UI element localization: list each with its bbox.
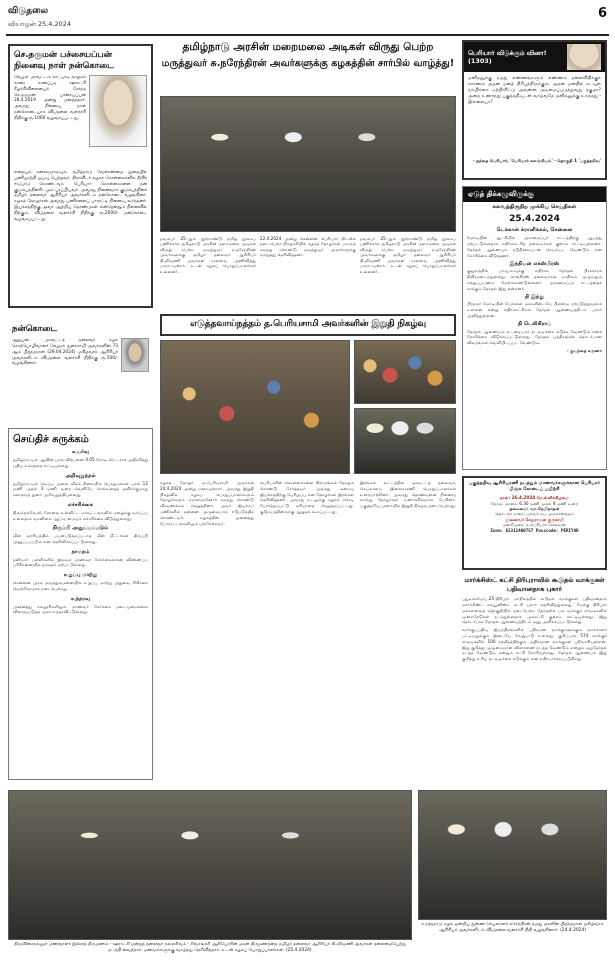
quiz-source: - தந்தை பெரியார், 'பெரியார் களஞ்சியம்' - தொகுதி 1 'பகுத்தறிவு' — [473, 158, 601, 163]
daily-text-2: குஜராத்தில் பா.ஜ.க.வுக்கு எதிராக தேர்தல் பிரச்சாரம் தீவிரமடைந்துள்ளது. காங்கிரஸ் தலைவர்கள் மாநிலம் முழுவதும் சுற்றுப்பயணம் மேற்கொண்டுள்ளனர். அரசமைப்புச் சட்டத்தைக் காக்கும் தேர்தல் இது என்றனர். — [467, 268, 602, 291]
award-caption-2: 22.4.2024 அன்று சென்னை பெரியார் திடலில் நடைபெற்ற நிகழ்ச்சியில் கழகத் தோழர்கள் பலரும் கலந்து கொண்டு மருத்துவர் அவர்களுக்கு வாழ்த்து தெரிவித்தனர். — [260, 236, 356, 258]
page-number: 6 — [597, 6, 607, 21]
news-summary-box — [8, 428, 153, 780]
daily-section-1: டெக்கான் க்ரானிக்கல், சென்னை — [496, 227, 573, 234]
daily-signoff: - குடந்தை கருணா — [566, 348, 602, 354]
event-topic: தொடக்க உரை: புலவர் சுப.முருகானந்தம் — [495, 511, 574, 517]
memorial-intro: வேலூர் மாவட்டம் காட்பாடி தாலுகா காரை கானப்படி ஊராட்சி கீழச்சிவிளையைச் சேர்ந்த செ.தருமன் பச்சையப்பன் 28.4.2019 அன்று மறைந்தார். அவரது நினைவு நாள் நன்கொடையாக விடுதலை வளர்ச்சி நிதிக்கு ரூ.1000 வழங்கப்பட்டது. — [14, 75, 86, 121]
daily-text-1: மோடியின் ஆட்சியில் அரசமைப்புச் சட்டத்திற்கு ஆபத்து ஏற்பட்டுள்ளதாக எதிர்க்கட்சித் தலைவர்கள் குற்றம் சாட்டியுள்ளனர். தேர்தல் ஆணையம் நடுநிலையுடன் செயல்பட வேண்டும் என கோரிக்கை விடுத்தனர். — [467, 235, 602, 258]
news-item-text: தமிழ்நாட்டில் ஆவின் பால் விற்பனை 4.05 கோடி லிட்டராக அதிகரித்து புதிய உச்சத்தை எட்டியுள்ளது. — [13, 457, 148, 468]
quiz-box — [462, 40, 607, 180]
protest-body-2: வாக்குப்பதிவு இயந்திரங்களில் பதிவான வாக்குகளுக்கும் வாக்காளர் பட்டியலுக்கும் இடையே வேறுபாடு உள்ளது. குறிப்பாக 574 வாக்குச் சாவடிகளில் 100 சதவீதத்திற்கும் அதிகமான வாக்குகள் பதிவாகியுள்ளன. இது குறித்து முழுமையான விசாரணை நடத்த வேண்டும் என்றும் மறுதேர்தல் நடத்த வேண்டும் என்றும் கட்சி கோரியுள்ளது. தேர்தல் ஆணையம் இது குறித்து உரிய நடவடிக்கை எடுக்கும் என எதிர்பார்க்கப்படுகிறது. — [462, 627, 607, 662]
memorial-title-line2: நினைவு நாள் நன்கொடை — [14, 60, 114, 71]
tribute-body-col3: இரங்கல் கூட்டத்தில் மாவட்டத் தலைவர், செயலாளர், இளைஞரணி பொறுப்பாளர்கள் உரையாற்றினர். அவரது தொண்டினை நினைவு கூர்ந்து தோழர்கள் உணர்ச்சிகரமாக பேசினர். பகுத்தறிவு முறையில் இறுதி நிகழ்வு நடைபெற்றது. — [360, 480, 456, 509]
event-date: நாள்: 26.4.2024 வெள்ளிக்கிழமை — [499, 495, 570, 501]
wedding-caption: திருவிசைநல்லூர் மணவாளர் இல்லத் திருமணம் - ஊராட்சி மன்றத் தலைவர் நல்லசிவம் - சிவசங்கரி ஆகியோரின் மகன் திருமணத்தை தமிழர் தலைவர் ஆசிரியர் கி.வீரமணி அவர்கள் தலைமையேற்று நடத்தி வைத்தார். மணமக்களுக்கு வாழ்த்து தெரிவித்தார். உடன் கழகப் பொறுப்பாளர்கள். (25.4.2024) — [14, 942, 406, 953]
award-caption: நவம்பர் 25-ஆம் நூற்றாண்டு தமிழ் நூலகப் பணிக்காக தமிழ்நாடு அரசின் மறைமலை அடிகள் விருது பெற்ற மருத்துவர் சு.நரேந்திரன் அவர்களுக்கு தமிழர் தலைவர் ஆசிரியர் கி.வீரமணி அவர்கள் சால்வை அணிவித்து பாராட்டினார். உடன் கழகப் பொறுப்பாளர்கள் உள்ளனர். — [160, 236, 256, 274]
award-caption-3: நவம்பர் 25-ஆம் நூற்றாண்டு தமிழ் நூலகப் பணிக்காக தமிழ்நாடு அரசின் மறைமலை அடிகள் விருது பெற்ற மருத்துவர் சு.நரேந்திரன் அவர்களுக்கு தமிழர் தலைவர் ஆசிரியர் கி.வீரமணி அவர்கள் சால்வை அணிவித்து பாராட்டினார். உடன் கழகப் பொறுப்பாளர்கள் உள்ளனர். — [360, 236, 456, 274]
event-title: பகுத்தறிவு ஆசிரியரணி நடத்தும் மாணவர்களுக்கான பெரியார் பிஞ்சு கோடைப் பயிற்சி — [469, 481, 600, 493]
news-item — [13, 473, 148, 498]
news-item-head: தாமதம் — [71, 548, 90, 555]
news-item-head: அறிவுறுத்தல் — [65, 472, 96, 479]
news-item-text: அனைத்து கல்லூரிகளிலும் மாணவர் சேர்க்கை நடைமுறைகளை விரைவுபடுத்த அரசு உத்தரவிட்டுள்ளது. — [13, 603, 148, 615]
daily-section-2: இந்தியன் எக்ஸ்பிரஸ் — [509, 260, 560, 267]
news-item — [13, 502, 148, 521]
award-photo — [160, 96, 456, 232]
donation-photo-caption: உரத்தநாடு கழக ஒன்றிய துணை செயலாளர் சுரேந்திரன் தமது மகளின் பிறந்தநாள் மகிழ்வாக ஆசிரியர் அவர்களிடம் விடுதலை வளர்ச்சி நிதி வழங்கினார். (24.4.2024) — [421, 922, 604, 933]
news-item — [13, 572, 148, 591]
news-item — [13, 525, 148, 544]
news-item-head: உயர்வு — [72, 449, 89, 456]
headline-line2: மருத்துவர் சு.நரேந்திரன் அவர்களுக்கு கழகத்தின் சார்பில் வாழ்த்து! — [161, 57, 455, 69]
tribute-photo-right-bottom — [354, 408, 456, 474]
quiz-banner-text: பெரியார் விடுக்கும் வினா! (1303) — [468, 48, 547, 65]
event-close: நன்றியுரை: ச.பெரியார் செல்வன் — [503, 522, 566, 528]
tribute-body-col1: கழகத் தோழர் த.பெரியசாமி அவர்கள் 24.4.2024 அன்று மறைவுற்றார். அவரது இறுதி நிகழ்வில் கழகப் பொறுப்பாளர்களும் தோழர்களும் ஏராளமானோர் கலந்து கொண்டு வீரவணக்கம் செலுத்தினர். அவர் இயக்கப் பணிகளில் தன்னை முழுமையாக ஈடுபடுத்திக் கொண்டவர். கழகத்தின் அனைத்து போராட்டங்களிலும் பங்கேற்றவர். — [160, 480, 254, 526]
event-speaker: முனைவர் சேதுராமன் குருசாமி — [505, 516, 564, 522]
news-summary-title: செய்திச் சுருக்கம் — [13, 434, 89, 445]
news-item-text: தமிழ்நாட்டில் வெப்ப அலை வீசும் நிலையில் பொதுமக்கள் பகல் 12 மணி முதல் 3 மணி வரை வெளியே செல்வதைத் தவிர்க்குமாறு சுகாதாரத் துறை அறிவுறுத்தியுள்ளது. — [13, 480, 148, 498]
protest-article — [462, 576, 607, 780]
headline — [160, 40, 456, 92]
daily-text-4: தேர்தல் ஆணையம் உடனடியாக நடவடிக்கை எடுக்க வேண்டும் எனக் கோரிக்கை விடுக்கப்பட்டுள்ளது. தேர்தல் பத்திரங்கள் தொடர்பான விவரங்கள் வெளியிடப்பட வேண்டும். — [467, 328, 602, 346]
headline-line1: தமிழ்நாடு அரசின் மறைமலை அடிகள் விருது பெற்ற — [182, 41, 434, 53]
daily-digest-box — [462, 186, 607, 470]
event-time: நேரம்: மாலை 6.30 மணி முதல் 8 மணி வரை — [490, 500, 579, 506]
tribute-photo-left — [160, 340, 350, 474]
tribute-title-box — [160, 314, 456, 336]
news-item — [13, 449, 148, 468]
donation-box — [8, 322, 153, 422]
memorial-title-line1: செ.தருமன் பச்சையப்பன் — [14, 50, 112, 60]
donation-text: ஆறுபடை மாவட்டத் தலைவர் கழக சொற்பொழிவாளர் வேலூர் துரைசாமி அவர்களின் 73 ஆம் பிறந்தநாள் (29.04.2024) மகிழ்வாக ஆசிரியர் அவர்களிடம் விடுதலை வளர்ச்சி நிதிக்கு ரூ.500/- வழங்கினார். — [12, 338, 118, 367]
protest-body: புதுடில்லி,ஏப்.25-திரிபுரா மாநிலத்தில் கூடுதல் வாக்குகள் பதிவானதாக மார்க்சிஸ்ட் கம்யூனிஸ்ட் கட்சி புகார் தெரிவித்துள்ளது. மேற்கு திரிபுரா மக்களவைத் தொகுதியில் நடைபெற்ற தேர்தலில் பல வாக்குச் சாவடிகளில் முறைகேடுகள் நடந்துள்ளதாக அக்கட்சி குற்றம் சாட்டியுள்ளது. இது தொடர்பாக தேர்தல் ஆணையத்திடம் மனு அளிக்கப்பட்டுள்ளது. — [462, 596, 607, 625]
daily-section-3: தி இந்து — [525, 293, 544, 300]
memorial-box — [8, 44, 153, 308]
masthead-date: வியாழன் 25.4.2024 — [8, 20, 72, 28]
protest-title: மார்க்சிஸ்ட் கட்சி திரிபுராவில் கூடுதல் வாக்குகள் பதிவானதாக புகார் — [464, 576, 605, 593]
daily-text-3: பிரதமர் மோடியின் பேச்சுகள் மக்களிடையே பிளவை ஏற்படுத்துவதாக உள்ளன என்று எதிர்க்கட்சிகள் தேர்தல் ஆணையத்திடம் புகார் அளித்துள்ளன. — [467, 301, 602, 319]
news-item-head: உத்தரவு — [70, 595, 91, 602]
tribute-photo-right-top — [354, 340, 456, 404]
news-item-head: திருப்பி அனுப்பப்படும் — [52, 525, 109, 532]
event-chair: தலைமை: வா.நேமிநாதன் — [509, 506, 560, 512]
quiz-text: மனிதனுக்கு நமது எண்ணங்களும் எண்ணம் தலைவிதிக்குக் காரணம் அதன் மனத் திரிபுத்திருக்கும். அதன் மனதில் கடவுள் நம்பிக்கை ஏற்றிவிட்டு அவனை அடிமைப்படுத்துவது தகுமா? அதை உணர்ந்து பகுத்தறிவுடன் வாழ்வதே மனிதனுக்கு உகந்தது - இல்லையா? — [468, 76, 601, 106]
daily-section-4: தி டெலிகிராப் — [517, 320, 551, 327]
memorial-body: எதையும் கலைஞராகவும், தமிழ்நாடு வேளாண்மை துறையில் பணியாற்றி ஓய்வு பெற்றவர். திராவிடர் கழகக் கொள்கைகளில் தீவிர ஈடுபாடு கொண்டவர். பெரியார் கொள்கைகளை தன் குடும்பத்தினரிடமும் பரப்பியவர். அவரது நினைவாக குடும்பத்தினர் தமிழர் தலைவர் ஆசிரியர் அவர்களிடம் நன்கொடை வழங்கினர். கழகத் தோழர்கள் அவரது பணிகளைப் பாராட்டி நினைவு கூர்ந்தனர். இயக்கத்திற்கு அவர் ஆற்றிய தொண்டுகள் என்றென்றும் நினைவில் நிற்கும். விடுதலை வளர்ச்சி நிதிக்கு ரூ.2000/- நன்கொடை வழங்கப்பட்டது. — [14, 170, 147, 222]
news-item — [13, 596, 148, 615]
news-item-text: திருநெல்வேலி, கோவை உள்ளிட்ட மாவட்டங்களில் மழைக்கு வாய்ப்பு உள்ளதாக வானிலை ஆய்வு மையம் எச்சரிக்கை விடுத்துள்ளது. — [13, 509, 148, 521]
news-item-head: உறுப்பு மாற்று — [63, 572, 98, 579]
quiz-banner — [464, 42, 605, 72]
memorial-portrait — [89, 75, 147, 147]
masthead-paper-name: விடுதலை — [8, 6, 49, 16]
masthead-rule — [6, 34, 609, 36]
periyar-portrait — [567, 44, 601, 70]
donor-photo — [121, 338, 149, 372]
wedding-photo — [8, 790, 412, 940]
news-list — [13, 449, 148, 615]
daily-subtitle: கலவத்திருநிற முக்கிய செய்திகள் — [492, 204, 577, 211]
news-item-text: சென்னை அரசு மருத்துவமனையில் உறுப்பு மாற்று அறுவை சிகிச்சை வெற்றிகரமாக நடைபெற்றது. — [13, 580, 148, 591]
news-item-text: மின் வாரியத்தில் பயன்படுத்தப்படாத மின் மீட்டர்கள் திருப்பி அனுப்பப்படும் என தெரிவிக்கப்பட்டுள்ளது. — [13, 533, 148, 544]
tribute-title: எடுத்தவாய்நத்தம் த.பெரியசாமி அவர்களின் இறுதி நிகழ்வு — [190, 319, 426, 330]
daily-date: 25.4.2024 — [509, 213, 560, 224]
news-item — [13, 549, 148, 568]
news-item-head: எச்சரிக்கை — [67, 501, 94, 508]
news-item-text: தனியார் பள்ளிகளில் இலவச மாணவர் சேர்க்கைக்கான விண்ணப்ப பரிசீலனையில் தாமதம் ஏற்பட்டுள்ளது. — [13, 556, 148, 568]
donation-photo — [418, 790, 607, 920]
tribute-body-col2: பெரியாரின் கொள்கைகளை கிராமங்கள் தோறும் கொண்டு சேர்த்தவர். அவரது மறைவு இயக்கத்திற்கு பேரிழப்பு என தோழர்கள் இரங்கல் தெரிவித்தனர். அவரது உடலுக்கு கழகக் கொடி போர்த்தப்பட்டு மரியாதை செலுத்தப்பட்டது. குடும்பத்தினருக்கு ஆறுதல் கூறப்பட்டது. — [260, 480, 354, 514]
event-box — [462, 476, 607, 570]
memorial-title — [14, 50, 147, 71]
daily-banner: ஏடுத் திக்கழுவிருக்கு — [463, 187, 606, 202]
donation-title: நன்கொடை — [12, 324, 57, 334]
event-zoom: Zoom: 82311400757 Passcode: PERIYAR — [490, 527, 579, 533]
